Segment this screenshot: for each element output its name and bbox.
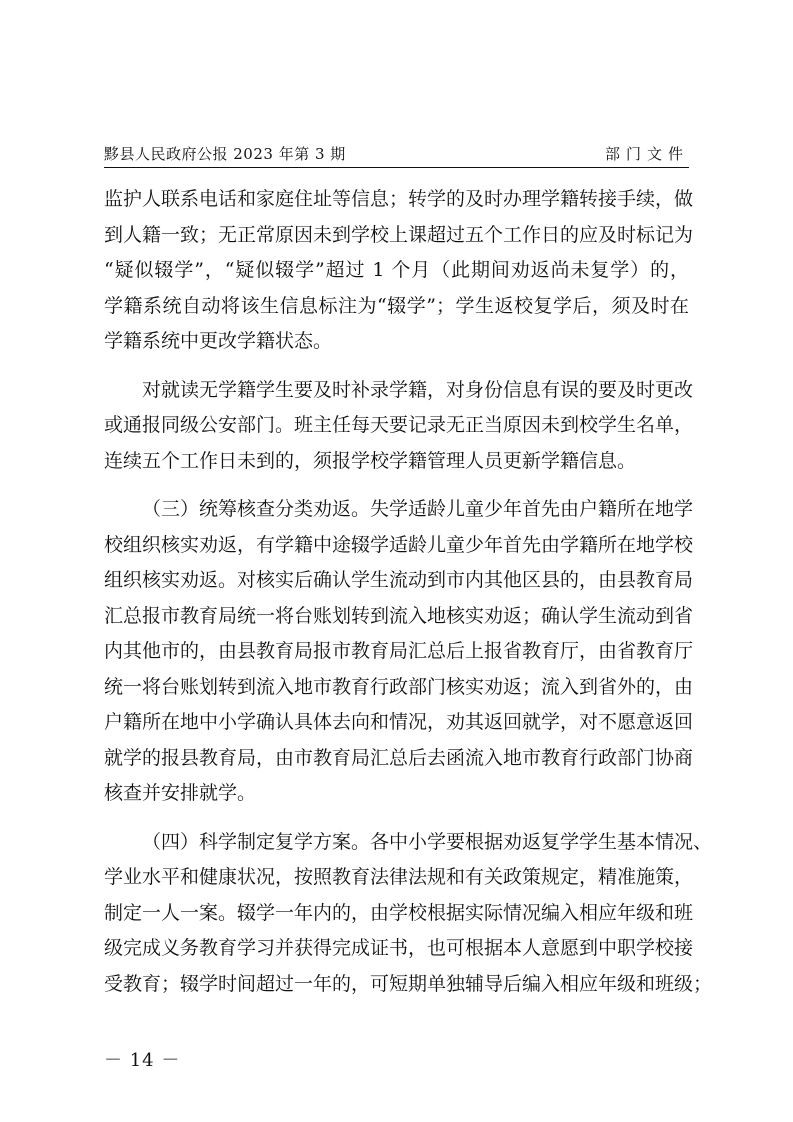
text-line: 制定一人一案。辍学一年内的，由学校根据实际情况编入相应年级和班 [104,901,694,924]
text-line [104,825,713,861]
paragraph-2 [104,373,694,480]
page-header [104,143,689,167]
gazette-title: 黟县人民政府公报 2023 年第 3 期 [104,145,346,163]
text-line: “疑似辍学”，“疑似辍学”超过 1 个月（此期间劝返尚未复学）的， [104,259,689,281]
text-line: 内其他市的，由县教育局报市教育局汇总后上报省教育厅，由省教育厅 [104,640,694,662]
header-rule [104,167,689,168]
text-line: 核查并安排就学。 [104,782,257,804]
text-line [104,492,694,528]
text-line: 级完成义务教育学习并获得完成证书，也可根据本人意愿到中职学校接 [104,937,694,959]
text-line: 统一将台账划转到流入地市教育行政部门核实劝返；流入到省外的，由 [104,675,694,698]
section-heading-4: （四）科学制定复学方案。 [142,830,371,853]
text-line: 学籍系统中更改学籍状态。 [104,330,333,352]
paragraph-4 [104,825,713,1003]
text-line: 或通报同级公安部门。班主任每天要记录无正当原因未到校学生名单， [104,414,694,436]
paragraph-3 [104,492,694,812]
text-line: 校组织核实劝返，有学籍中途辍学适龄儿童少年首先由学籍所在地学校 [104,533,694,556]
text-line: 组织核实劝返。对核实后确认学生流动到市内其他区县的，由县教育局 [104,569,694,591]
text-line: 学籍系统自动将该生信息标注为“辍学”；学生返校复学后，须及时在 [104,294,689,317]
page-number: － 14 － [104,1050,181,1071]
text-line: 就学的报县教育局，由市教育局汇总后去函流入地市教育行政部门协商 [104,746,694,769]
text-run: 各中小学要根据劝返复学学生基本情况、 [370,830,713,853]
text-line: 户籍所在地中小学确认具体去向和情况，劝其返回就学，对不愿意返回 [104,711,694,733]
text-line: 受教育；辍学时间超过一年的，可短期单独辅导后编入相应年级和班级； [104,972,713,995]
text-line: 连续五个工作日未到的，须报学校学籍管理人员更新学籍信息。 [104,449,637,472]
document-body [104,182,713,1002]
text-line: 监护人联系电话和家庭住址等信息；转学的及时办理学籍转接手续，做 [104,188,694,210]
text-line: 对就读无学籍学生要及时补录学籍，对身份信息有误的要及时更改 [142,378,694,401]
section-heading-3: （三）统筹核查分类劝返。 [142,498,371,520]
text-line: 汇总报市教育局统一将台账划转到流入地核实劝返；确认学生流动到省 [104,604,694,627]
section-title: 部门文件 [604,145,689,163]
text-line: 到人籍一致；无正常原因未到学校上课超过五个工作日的应及时标记为 [104,223,694,246]
text-line: 学业水平和健康状况，按照教育法律法规和有关政策规定，精准施策， [104,866,694,888]
text-run: 失学适龄儿童少年首先由户籍所在地学 [370,498,694,520]
paragraph-1 [104,182,694,360]
